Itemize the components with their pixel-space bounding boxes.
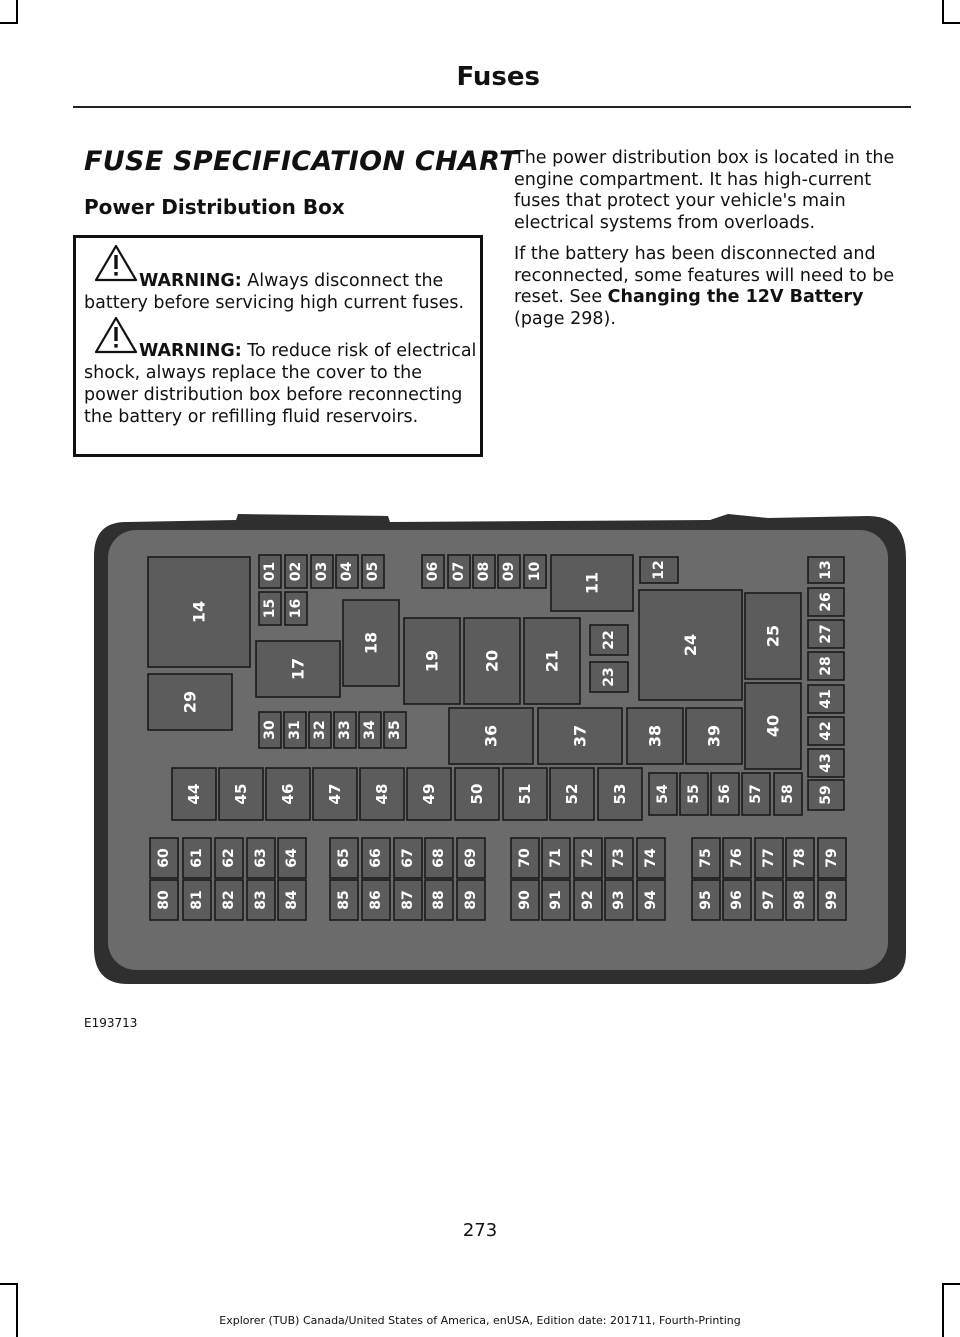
fuse-87-label: 87 <box>400 890 416 910</box>
intro-p2-end: (page 298). <box>514 308 616 329</box>
fuse-92-label: 92 <box>580 890 596 910</box>
fuse-48-label: 48 <box>373 783 391 805</box>
fuse-box-diagram <box>88 508 912 988</box>
fuse-76-label: 76 <box>729 848 745 868</box>
fuse-19-label: 19 <box>422 649 442 673</box>
fuse-05-label: 05 <box>365 561 381 582</box>
fuse-34-label: 34 <box>362 720 378 740</box>
fuse-02-label: 02 <box>288 561 304 582</box>
warning-1 <box>84 270 478 314</box>
fuse-26-label: 26 <box>818 592 834 612</box>
fuse-81-label: 81 <box>189 890 205 910</box>
fuse-57-label: 57 <box>748 784 764 804</box>
fuse-89-label: 89 <box>463 890 479 910</box>
fuse-11-label: 11 <box>582 571 602 595</box>
fuse-30-label: 30 <box>262 720 278 740</box>
fuse-88-label: 88 <box>431 890 447 910</box>
fuse-86-label: 86 <box>368 890 384 910</box>
fuse-10-label: 10 <box>527 561 543 582</box>
fuse-32-label: 32 <box>312 720 328 740</box>
warning-2 <box>84 340 478 428</box>
section-title: FUSE SPECIFICATION CHART <box>84 146 518 177</box>
fuse-84-label: 84 <box>284 890 300 910</box>
fuse-70-label: 70 <box>517 848 533 868</box>
fuse-82-label: 82 <box>221 890 237 910</box>
fuse-43-label: 43 <box>818 753 834 773</box>
fuse-24-label: 24 <box>681 633 700 657</box>
fuse-33-label: 33 <box>337 720 353 740</box>
fuse-64-label: 64 <box>284 848 300 868</box>
fuse-23-label: 23 <box>601 667 617 687</box>
fuse-42-label: 42 <box>818 721 834 741</box>
header-divider <box>73 106 911 108</box>
fuse-39-label: 39 <box>704 724 724 748</box>
fuse-22-label: 22 <box>601 630 617 650</box>
intro-text <box>514 148 910 340</box>
fuse-15-label: 15 <box>262 598 278 619</box>
fuse-08-label: 08 <box>476 561 492 582</box>
fuse-98-label: 98 <box>792 890 808 910</box>
fuse-74-label: 74 <box>643 848 659 868</box>
section-subtitle: Power Distribution Box <box>84 195 345 219</box>
fuse-65-label: 65 <box>336 848 352 868</box>
fuse-17-label: 17 <box>288 657 308 681</box>
fuse-06-label: 06 <box>425 561 441 582</box>
fuse-78-label: 78 <box>792 848 808 868</box>
fuse-44-label: 44 <box>185 783 203 805</box>
fuse-69-label: 69 <box>463 848 479 868</box>
crop-mark-bottom-right-h <box>942 1283 960 1285</box>
fuse-40-label: 40 <box>763 714 783 738</box>
fuse-12-label: 12 <box>651 560 667 580</box>
fuse-99-label: 99 <box>824 890 840 910</box>
fuse-96-label: 96 <box>729 890 745 910</box>
fuse-46-label: 46 <box>279 783 297 805</box>
fuse-77-label: 77 <box>761 848 777 868</box>
fuse-21-label: 21 <box>542 649 562 673</box>
fuse-45-label: 45 <box>232 783 250 805</box>
fuse-94-label: 94 <box>643 890 659 910</box>
fuse-29-label: 29 <box>180 690 200 714</box>
fuse-80-label: 80 <box>156 890 172 910</box>
fuse-73-label: 73 <box>611 848 627 868</box>
warning-2-label: WARNING: <box>139 341 242 361</box>
page-number: 273 <box>462 1220 498 1241</box>
intro-p2-start: If the battery has been disconnected and reconnected, some features will need to be reset. See <box>514 244 895 307</box>
fuse-54-label: 54 <box>655 784 671 804</box>
fuse-59-label: 59 <box>818 785 834 805</box>
fuse-28-label: 28 <box>818 656 834 676</box>
fuse-71-label: 71 <box>548 848 564 868</box>
fuse-97-label: 97 <box>761 890 777 910</box>
warning-2-text: To reduce risk of electrical shock, always replace the cover to the power distribution box before reconnecting the battery or refilling fluid reservoirs. <box>84 341 477 427</box>
crop-mark-top-left-v <box>16 0 18 22</box>
crop-mark-bottom-right-v <box>942 1283 944 1337</box>
fuse-53-label: 53 <box>611 783 629 805</box>
fuse-37-label: 37 <box>570 724 590 748</box>
fuse-14-label: 14 <box>189 600 209 624</box>
fuse-36-label: 36 <box>481 724 501 748</box>
intro-paragraph-1: The power distribution box is located in the engine compartment. It has high-current fuses that protect your vehicle's main electrical systems from overloads. <box>514 148 895 233</box>
fuse-16-label: 16 <box>288 598 304 619</box>
fuse-62-label: 62 <box>221 848 237 868</box>
fuse-41-label: 41 <box>818 689 834 709</box>
crop-mark-bottom-left-v <box>16 1283 18 1337</box>
fuse-90-label: 90 <box>517 890 533 910</box>
fuse-66-label: 66 <box>368 848 384 868</box>
page-title: Fuses <box>456 62 540 92</box>
fuse-07-label: 07 <box>451 561 467 582</box>
warning-1-text: Always disconnect the battery before servicing high current fuses. <box>84 271 465 313</box>
fuse-09-label: 09 <box>501 561 517 582</box>
crop-mark-top-right-v <box>942 0 944 22</box>
battery-link[interactable]: Changing the 12V Battery <box>607 287 864 307</box>
fuse-56-label: 56 <box>717 784 733 804</box>
fuse-38-label: 38 <box>645 724 665 748</box>
warning-box <box>73 235 483 457</box>
fuse-93-label: 93 <box>611 890 627 910</box>
fuse-67-label: 67 <box>400 848 416 868</box>
fuse-68-label: 68 <box>431 848 447 868</box>
fuse-25-label: 25 <box>763 624 783 648</box>
fuse-50-label: 50 <box>468 783 486 805</box>
fuse-58-label: 58 <box>780 784 796 804</box>
fuse-27-label: 27 <box>818 624 834 644</box>
fuse-52-label: 52 <box>563 783 581 805</box>
fuse-31-label: 31 <box>287 720 303 740</box>
footer-text: Explorer (TUB) Canada/United States of America, enUSA, Edition date: 201711, Fourth-Printing <box>219 1314 741 1327</box>
fuse-49-label: 49 <box>420 783 438 805</box>
fuse-55-label: 55 <box>686 784 702 804</box>
fuse-04-label: 04 <box>339 561 355 582</box>
fuse-20-label: 20 <box>482 649 502 673</box>
intro-paragraph-2 <box>514 244 910 330</box>
fuse-47-label: 47 <box>326 783 344 805</box>
fuse-51-label: 51 <box>516 783 534 805</box>
fuse-35-label: 35 <box>387 720 403 740</box>
crop-mark-bottom-left-h <box>0 1283 18 1285</box>
fuse-85-label: 85 <box>336 890 352 910</box>
fuse-60-label: 60 <box>156 848 172 868</box>
fuse-75-label: 75 <box>698 848 714 868</box>
diagram-code: E193713 <box>84 1016 138 1030</box>
fuse-79-label: 79 <box>824 848 840 868</box>
fuse-61-label: 61 <box>189 848 205 868</box>
fuse-03-label: 03 <box>314 561 330 582</box>
fuse-91-label: 91 <box>548 890 564 910</box>
fuse-72-label: 72 <box>580 848 596 868</box>
fuse-18-label: 18 <box>361 631 381 655</box>
warning-1-label: WARNING: <box>139 271 242 291</box>
crop-mark-top-left-h <box>0 22 18 24</box>
fuse-13-label: 13 <box>818 560 834 580</box>
fuse-63-label: 63 <box>253 848 269 868</box>
crop-mark-top-right-h <box>942 22 960 24</box>
fuse-01-label: 01 <box>262 561 278 582</box>
fuse-95-label: 95 <box>698 890 714 910</box>
fuse-83-label: 83 <box>253 890 269 910</box>
